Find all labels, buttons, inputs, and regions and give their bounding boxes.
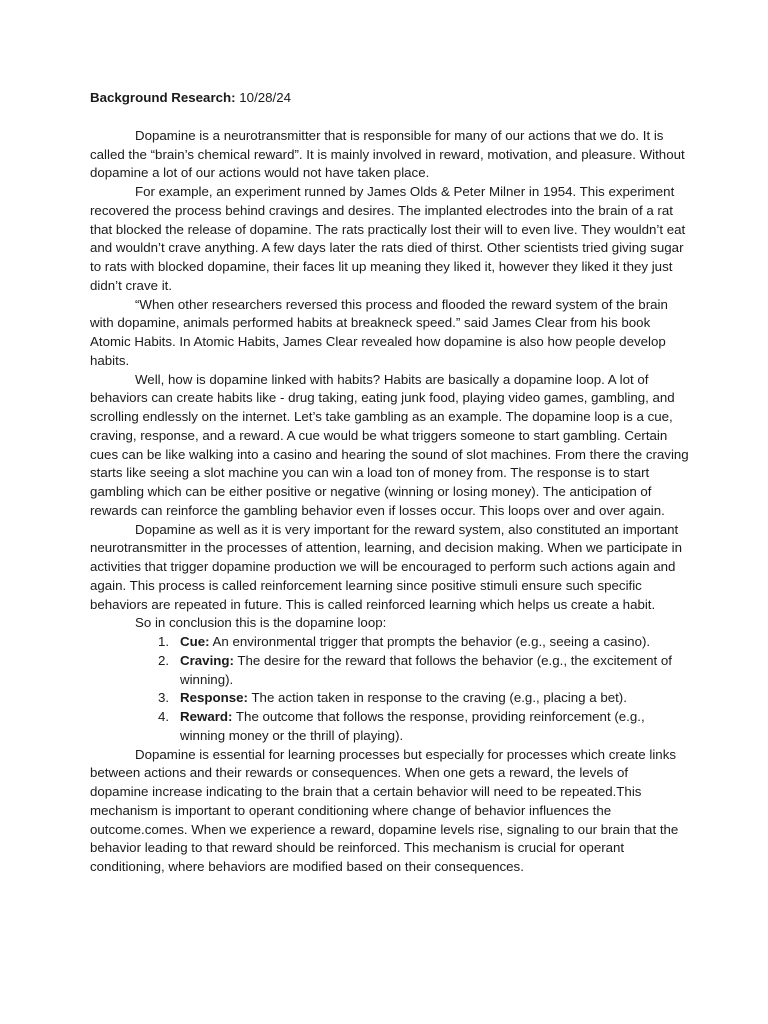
paragraph-experiment: For example, an experiment runned by James Olds & Peter Milner in 1954. This experiment recovered the process behind cravings and desires. The implanted electrodes into the brain of a rat that blocked the release of dopamine. The rats practically lost their will to even live. They wouldn’t eat and wouldn’t crave anything. A few days later the rats died of thirst. Other scientists tried giving sugar to rats with blocked dopamine, their faces lit up meaning they liked it, however they liked it they just didn’t crave it.	[90, 184, 686, 293]
paragraph-quote: “When other researchers reversed this process and flooded the reward system of the brain with dopamine, animals performed habits at breakneck speed.” said James Clear from his book Atomic Habits. In Atomic Habits, James Clear revealed how dopamine is also how people develop habits.	[90, 296, 668, 368]
paragraph-intro: Dopamine is a neurotransmitter that is responsible for many of our actions that we do. It is called the “brain’s chemical reward”. It is mainly involved in reward, motivation, and pleasure. Without dopamine a lot of our actions would not have taken place.	[90, 127, 685, 181]
list-term: Craving:	[180, 652, 234, 668]
list-text: An environmental trigger that prompts the behavior (e.g., seeing a casino).	[209, 634, 651, 649]
document-heading	[90, 89, 690, 108]
list-item	[158, 652, 690, 690]
list-text: The action taken in response to the craving (e.g., placing a bet).	[247, 690, 627, 706]
paragraph-closing: Dopamine is essential for learning processes but especially for processes which create links between actions and their rewards or consequences. When one gets a reward, the levels of dopamine increase indicating to the brain that a certain behavior will need to be repeated.This mechanism is important to operant conditioning where change of behavior influences the outcome.comes. When we experience a reward, dopamine levels rise, signaling to our brain that the behavior leading to that reward should be reinforced. This mechanism is crucial for operant conditioning, where behaviors are modified based on their consequences.	[90, 746, 679, 874]
heading-date: 10/28/24	[235, 90, 292, 105]
list-term: Reward:	[180, 709, 233, 724]
paragraph-habits: Well, how is dopamine linked with habits? Habits are basically a dopamine loop. A lot of behaviors can create habits like - drug taking, eating junk food, playing video games, gambling, and scrolling endlessly on the internet. Let’s take gambling as an example. The dopamine loop is a cue, craving, response, and a reward. A cue would be what triggers someone to start gambling. Certain cues can be like walking into a casino and hearing the sound of slot machines. From there the craving starts like seeing a slot machine you can win a load ton of money from. The response is to start gambling which can be either positive or negative (winning or losing money). The anticipation of rewards can reinforce the gambling behavior even if losses occur. This loops over and over again.	[90, 371, 689, 518]
list-number: 4.	[158, 709, 170, 724]
document-page	[90, 89, 690, 877]
paragraph-reinforcement: Dopamine as well as it is very important for the reward system, also constituted an important neurotransmitter in the processes of attention, learning, and decision making. When we participate in activities that trigger dopamine production we will be encouraged to perform such actions again and again. This process is called reinforcement learning since positive stimuli ensure such specific behaviors are repeated in future. This is called reinforced learning which helps us create a habit.	[90, 521, 683, 612]
list-text: The outcome that follows the response, providing reinforcement (e.g., winning money or the thrill of playing).	[180, 709, 645, 743]
heading-label: Background Research:	[90, 90, 236, 105]
list-term: Response:	[180, 690, 248, 706]
list-item	[158, 633, 690, 652]
list-number: 3.	[158, 690, 170, 706]
list-term: Cue:	[180, 634, 210, 649]
list-item	[158, 708, 690, 746]
list-number: 1.	[158, 634, 170, 649]
paragraph-conclusion-intro: So in conclusion this is the dopamine loop:	[135, 615, 387, 631]
list-item	[158, 689, 690, 708]
list-text: The desire for the reward that follows the behavior (e.g., the excitement of winning).	[180, 652, 672, 687]
list-number: 2.	[158, 652, 170, 668]
dopamine-loop-list	[90, 633, 690, 746]
